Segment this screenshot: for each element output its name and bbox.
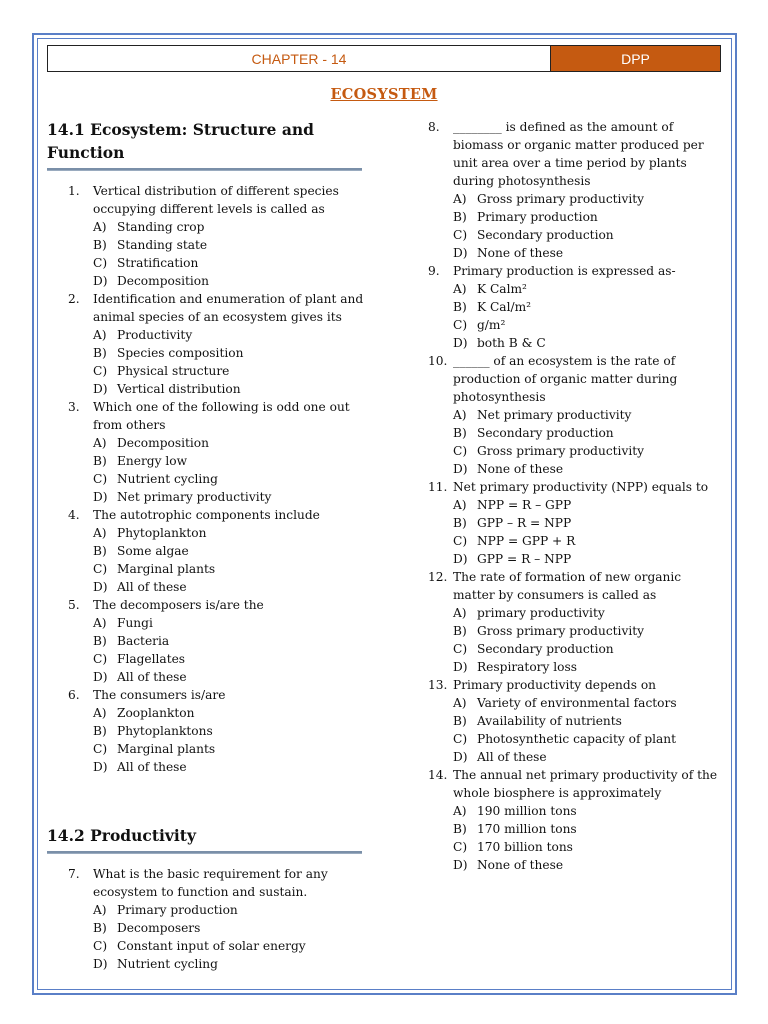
answer-option: [93, 326, 368, 344]
answer-option: [93, 955, 368, 973]
question-text: Identification and enumeration of plant and animal species of an ecosystem gives its: [93, 292, 364, 324]
option-letter: D): [93, 957, 108, 971]
section-divider: [47, 168, 362, 171]
answer-option: [453, 280, 718, 298]
question-item: [68, 290, 368, 398]
question-list-right: [428, 118, 718, 874]
option-letter: C): [93, 939, 108, 953]
answer-option: [93, 452, 368, 470]
option-text: Decomposition: [117, 274, 209, 288]
dpp-tag: DPP: [550, 46, 720, 71]
answer-option: [453, 802, 718, 820]
option-letter: C): [453, 642, 468, 656]
section-divider: [47, 851, 362, 854]
question-number: 6.: [68, 688, 80, 702]
option-letter: C): [93, 472, 108, 486]
option-text: g/m²: [477, 318, 506, 332]
option-letter: D): [453, 462, 468, 476]
option-letter: B): [453, 822, 467, 836]
option-letter: B): [93, 544, 107, 558]
option-letter: D): [93, 274, 108, 288]
option-letter: C): [93, 562, 108, 576]
option-letter: A): [453, 498, 467, 512]
option-text: Marginal plants: [117, 742, 216, 756]
option-letter: B): [453, 714, 467, 728]
answer-option: [93, 362, 368, 380]
option-text: Nutrient cycling: [117, 957, 218, 971]
answer-option: [453, 424, 718, 442]
option-letter: B): [453, 516, 467, 530]
option-text: Respiratory loss: [477, 660, 577, 674]
answer-option: [93, 218, 368, 236]
option-letter: A): [93, 220, 107, 234]
question-number: 14.: [428, 768, 448, 782]
option-text: both B & C: [477, 336, 546, 350]
option-letter: B): [453, 426, 467, 440]
option-letter: A): [93, 903, 107, 917]
question-text: What is the basic requirement for any ecosystem to function and sustain.: [93, 867, 328, 899]
option-letter: A): [453, 696, 467, 710]
option-text: Gross primary productivity: [477, 192, 645, 206]
option-letter: C): [453, 732, 468, 746]
question-text: The decomposers is/are the: [93, 598, 264, 612]
option-letter: A): [453, 804, 467, 818]
option-text: GPP – R = NPP: [477, 516, 572, 530]
option-text: Secondary production: [477, 426, 614, 440]
question-item: [428, 262, 718, 352]
option-letter: C): [453, 534, 468, 548]
option-letter: A): [93, 616, 107, 630]
option-text: K Calm²: [477, 282, 527, 296]
option-letter: C): [453, 228, 468, 242]
question-text: Vertical distribution of different species occupying different levels is called as: [93, 184, 339, 216]
answer-option: [93, 470, 368, 488]
option-text: Stratification: [117, 256, 199, 270]
answer-option: [453, 298, 718, 316]
section-heading-productivity: 14.2 Productivity: [47, 826, 196, 845]
question-number: 13.: [428, 678, 448, 692]
option-letter: D): [453, 552, 468, 566]
answer-option: [453, 658, 718, 676]
option-text: Nutrient cycling: [117, 472, 218, 486]
option-letter: B): [93, 346, 107, 360]
option-text: Photosynthetic capacity of plant: [477, 732, 677, 746]
question-text: Primary productivity depends on: [453, 678, 657, 692]
option-letter: D): [93, 382, 108, 396]
option-text: Marginal plants: [117, 562, 216, 576]
answer-option: [93, 901, 368, 919]
answer-option: [453, 640, 718, 658]
answer-option: [453, 406, 718, 424]
option-text: All of these: [117, 760, 187, 774]
question-number: 8.: [428, 120, 440, 134]
option-text: Species composition: [117, 346, 244, 360]
option-text: NPP = R – GPP: [477, 498, 572, 512]
question-number: 12.: [428, 570, 448, 584]
option-text: Constant input of solar energy: [117, 939, 306, 953]
answer-option: [93, 632, 368, 650]
option-text: Zooplankton: [117, 706, 195, 720]
answer-option: [93, 668, 368, 686]
question-number: 3.: [68, 400, 80, 414]
answer-option: [453, 514, 718, 532]
option-letter: D): [93, 580, 108, 594]
answer-option: [453, 244, 718, 262]
answer-option: [93, 344, 368, 362]
option-text: Vertical distribution: [117, 382, 241, 396]
section-heading-structure: 14.1 Ecosystem: Structure and Function: [47, 120, 314, 162]
answer-option: [453, 712, 718, 730]
answer-option: [453, 550, 718, 568]
option-text: K Cal/m²: [477, 300, 532, 314]
question-item: [68, 506, 368, 596]
option-text: None of these: [477, 858, 564, 872]
option-text: 170 billion tons: [477, 840, 573, 854]
option-text: Standing crop: [117, 220, 205, 234]
answer-option: [93, 650, 368, 668]
question-number: 2.: [68, 292, 80, 306]
option-letter: B): [93, 238, 107, 252]
answer-option: [93, 434, 368, 452]
option-letter: B): [93, 724, 107, 738]
option-letter: D): [453, 246, 468, 260]
question-text: The annual net primary productivity of the whole biosphere is approximately: [453, 768, 718, 800]
answer-option: [453, 622, 718, 640]
option-text: Gross primary productivity: [477, 624, 645, 638]
option-text: All of these: [477, 750, 547, 764]
option-text: NPP = GPP + R: [477, 534, 576, 548]
question-text: ______ of an ecosystem is the rate of production of organic matter during photosynthesis: [453, 354, 678, 404]
answer-option: [93, 380, 368, 398]
option-text: 190 million tons: [477, 804, 577, 818]
question-number: 10.: [428, 354, 448, 368]
question-item: [428, 568, 718, 676]
option-letter: C): [93, 256, 108, 270]
answer-option: [93, 236, 368, 254]
answer-option: [93, 578, 368, 596]
option-letter: B): [453, 624, 467, 638]
answer-option: [93, 919, 368, 937]
answer-option: [453, 856, 718, 874]
option-letter: D): [453, 336, 468, 350]
option-letter: A): [93, 328, 107, 342]
option-letter: A): [453, 282, 467, 296]
option-text: Fungi: [117, 616, 153, 630]
option-letter: C): [453, 318, 468, 332]
option-letter: D): [453, 858, 468, 872]
answer-option: [453, 442, 718, 460]
option-text: Decomposition: [117, 436, 209, 450]
question-list-left-bottom: [68, 865, 368, 973]
answer-option: [93, 272, 368, 290]
option-text: Flagellates: [117, 652, 186, 666]
option-letter: A): [93, 436, 107, 450]
option-text: Phytoplankton: [117, 526, 207, 540]
question-text: The autotrophic components include: [93, 508, 320, 522]
option-letter: A): [453, 408, 467, 422]
option-letter: C): [93, 742, 108, 756]
answer-option: [453, 838, 718, 856]
option-text: primary productivity: [477, 606, 605, 620]
option-text: Net primary productivity: [477, 408, 632, 422]
chapter-header: [47, 45, 721, 72]
answer-option: [453, 460, 718, 478]
question-item: [428, 676, 718, 766]
answer-option: [453, 208, 718, 226]
option-text: Bacteria: [117, 634, 170, 648]
question-text: The rate of formation of new organic matter by consumers is called as: [453, 570, 682, 602]
option-text: Net primary productivity: [117, 490, 272, 504]
option-letter: C): [453, 840, 468, 854]
option-text: Standing state: [117, 238, 208, 252]
question-number: 5.: [68, 598, 80, 612]
question-item: [68, 182, 368, 290]
option-letter: D): [93, 490, 108, 504]
question-item: [428, 352, 718, 478]
answer-option: [453, 694, 718, 712]
option-letter: B): [453, 210, 467, 224]
option-text: Energy low: [117, 454, 188, 468]
question-number: 11.: [428, 480, 448, 494]
question-item: [68, 686, 368, 776]
option-letter: D): [453, 660, 468, 674]
option-text: Physical structure: [117, 364, 230, 378]
answer-option: [93, 704, 368, 722]
question-number: 1.: [68, 184, 80, 198]
question-list-left-top: [68, 182, 368, 776]
question-number: 4.: [68, 508, 80, 522]
document-title: ECOSYSTEM: [330, 86, 438, 103]
answer-option: [93, 524, 368, 542]
option-letter: B): [453, 300, 467, 314]
question-number: 9.: [428, 264, 440, 278]
answer-option: [453, 820, 718, 838]
answer-option: [93, 488, 368, 506]
option-letter: A): [93, 706, 107, 720]
question-text: The consumers is/are: [93, 688, 226, 702]
option-text: Primary production: [117, 903, 238, 917]
option-text: Secondary production: [477, 228, 614, 242]
answer-option: [453, 226, 718, 244]
question-item: [68, 865, 368, 973]
option-letter: C): [453, 444, 468, 458]
answer-option: [453, 532, 718, 550]
answer-option: [453, 334, 718, 352]
option-letter: A): [93, 526, 107, 540]
answer-option: [453, 730, 718, 748]
option-letter: D): [93, 670, 108, 684]
option-letter: B): [93, 454, 107, 468]
option-text: Primary production: [477, 210, 598, 224]
option-text: All of these: [117, 670, 187, 684]
answer-option: [93, 254, 368, 272]
answer-option: [93, 722, 368, 740]
chapter-label: CHAPTER - 14: [251, 50, 347, 67]
option-letter: D): [93, 760, 108, 774]
answer-option: [453, 748, 718, 766]
option-text: Decomposers: [117, 921, 201, 935]
option-text: Phytoplanktons: [117, 724, 213, 738]
answer-option: [93, 614, 368, 632]
question-item: [68, 398, 368, 506]
option-text: None of these: [477, 462, 564, 476]
answer-option: [93, 758, 368, 776]
question-item: [428, 478, 718, 568]
question-number: 7.: [68, 867, 80, 881]
option-letter: A): [453, 606, 467, 620]
option-text: Gross primary productivity: [477, 444, 645, 458]
answer-option: [93, 542, 368, 560]
question-text: Which one of the following is odd one out from others: [93, 400, 350, 432]
option-text: GPP = R – NPP: [477, 552, 572, 566]
option-letter: A): [453, 192, 467, 206]
question-item: [68, 596, 368, 686]
question-item: [428, 766, 718, 874]
question-text: Net primary productivity (NPP) equals to: [453, 480, 709, 494]
option-text: Availability of nutrients: [477, 714, 622, 728]
answer-option: [453, 190, 718, 208]
option-text: Some algae: [117, 544, 189, 558]
answer-option: [453, 604, 718, 622]
answer-option: [93, 740, 368, 758]
answer-option: [453, 496, 718, 514]
option-letter: B): [93, 634, 107, 648]
option-text: 170 million tons: [477, 822, 577, 836]
option-letter: D): [453, 750, 468, 764]
answer-option: [453, 316, 718, 334]
option-letter: C): [93, 652, 108, 666]
option-letter: C): [93, 364, 108, 378]
answer-option: [93, 560, 368, 578]
question-text: ________ is defined as the amount of biomass or organic matter produced per unit area over a time period by plants during photosynthesis: [453, 120, 704, 188]
option-text: Secondary production: [477, 642, 614, 656]
question-item: [428, 118, 718, 262]
answer-option: [93, 937, 368, 955]
option-text: None of these: [477, 246, 564, 260]
question-text: Primary production is expressed as-: [453, 264, 676, 278]
option-text: Variety of environmental factors: [477, 696, 677, 710]
option-text: All of these: [117, 580, 187, 594]
option-text: Productivity: [117, 328, 193, 342]
option-letter: B): [93, 921, 107, 935]
